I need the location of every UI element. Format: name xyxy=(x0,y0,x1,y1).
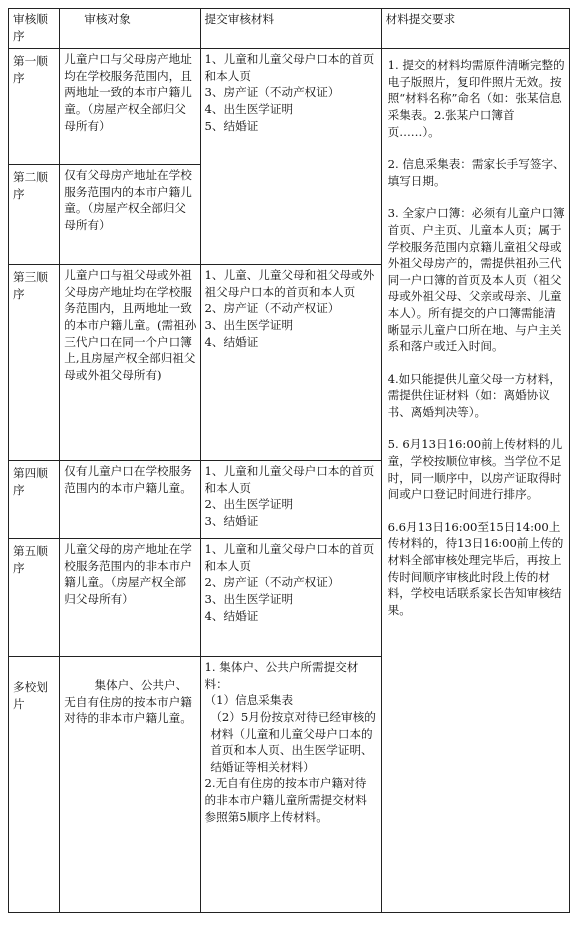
material-item: 2.无自有住房的按本市户籍对待的非本市户籍儿童所需提交材料参照第5顺序上传材料。 xyxy=(204,776,367,824)
material-item: 2、房产证（不动产权证） xyxy=(204,301,340,316)
enrollment-review-document xyxy=(8,8,570,913)
materials-cell xyxy=(200,539,381,657)
target-cell: 仅有父母房产地址在学校服务范围内的本市户籍儿童。（房屋产权全部归父母所有） xyxy=(60,165,200,265)
target-cell: 儿童户口与父母房产地址均在学校服务范围内，且两地址一致的本市户籍儿童。（房屋产权全部归父母所有） xyxy=(60,49,200,165)
review-materials-table xyxy=(8,8,570,913)
header-order: 审核顺序 xyxy=(9,9,60,49)
target-cell: 儿童父母的房产地址在学校服务范围内的非本市户籍儿童。（房屋产权全部归父母所有） xyxy=(60,539,200,657)
order-cell: 第二顺序 xyxy=(9,165,60,265)
material-item: 5、结婚证 xyxy=(204,118,259,133)
requirement-item: 3. 全家户口簿：必须有儿童户口簿首页、户主页、儿童本人页；属于学校服务范围内京籍儿童祖父母或外祖父母房产的，需提供祖孙三代同一户口簿的首页及本人页（祖父母或外祖父母、父亲或母亲、儿童本人）。所有提交的户口簿需能清晰显示儿童户口所在地、与户主关系和落户或迁入时间。 xyxy=(387,206,565,354)
table-header-row xyxy=(9,9,570,49)
material-item: 3、出生医学证明 xyxy=(204,591,294,606)
material-item: 1、儿童和儿童父母户口本的首页和本人页 xyxy=(204,52,375,83)
table-row xyxy=(9,49,570,165)
requirement-item: 5. 6月13日16:00前上传材料的儿童，学校按顺位审核。当学位不足时，同一顺序中，以房产证取得时间或户口登记时间进行排序。 xyxy=(387,437,563,502)
material-item: 4、结婚证 xyxy=(204,334,259,349)
requirements-cell xyxy=(381,49,569,913)
header-target: 审核对象 xyxy=(60,9,200,49)
target-cell: 集体户、公共户、无自有住房的按本市户籍对待的非本市户籍儿童。 xyxy=(60,657,200,913)
material-item: 1、儿童、儿童父母和祖父母或外祖父母户口本的首页和本人页 xyxy=(204,268,375,299)
order-cell: 第五顺序 xyxy=(9,539,60,657)
material-item: 1、儿童和儿童父母户口本的首页和本人页 xyxy=(204,464,375,495)
material-item: 4、结婚证 xyxy=(204,608,259,623)
material-item: （2）5月份按京对待已经审核的材料（儿童和儿童父母户口本的首页和本人页、出生医学证明、结婚证等相关材料） xyxy=(210,709,376,774)
requirement-item: 4.如只能提供儿童父母一方材料，需提供住证材料（如：离婚协议书、离婚判决等）。 xyxy=(387,371,561,419)
header-materials: 提交审核材料 xyxy=(200,9,381,49)
requirement-item: 6.6月13日16:00至15日14:00上传材料的，待13日16:00前上传的材料全部审核处理完毕后，再按上传时间顺序审核此时段上传的材料，学校电话联系家长告知审核结果。 xyxy=(387,519,564,617)
material-item: 3、房产证（不动产权证） xyxy=(204,85,340,100)
material-item: 4、出生医学证明 xyxy=(204,101,294,116)
header-requirements: 材料提交要求 xyxy=(381,9,569,49)
material-item: 3、结婚证 xyxy=(204,513,259,528)
order-cell: 第一顺序 xyxy=(9,49,60,165)
order-cell: 第四顺序 xyxy=(9,461,60,539)
target-cell: 儿童户口与祖父母或外祖父母房产地址均在学校服务范围内，且两地址一致的本市户籍儿童。(需祖孙三代户口在同一个户口簿上,且房屋产权全部归祖父母或外祖父母所有) xyxy=(60,265,200,461)
material-item: 1. 集体户、公共户所需提交材料： xyxy=(204,660,359,691)
order-cell: 多校划片 xyxy=(9,657,60,913)
materials-cell xyxy=(200,265,381,461)
material-item: 3、出生医学证明 xyxy=(204,317,294,332)
materials-cell xyxy=(200,657,381,913)
material-item: （1）信息采集表 xyxy=(204,693,294,708)
materials-cell xyxy=(200,49,381,265)
requirement-item: 2. 信息采集表：需家长手写签字、填写日期。 xyxy=(387,157,565,188)
target-cell: 仅有儿童户口在学校服务范围内的本市户籍儿童。 xyxy=(60,461,200,539)
material-item: 1、儿童和儿童父母户口本的首页和本人页 xyxy=(204,542,375,573)
material-item: 2、房产证（不动产权证） xyxy=(204,575,340,590)
order-cell: 第三顺序 xyxy=(9,265,60,461)
requirement-item: 1. 提交的材料均需原件清晰完整的电子版照片，复印件照片无效。按照“材料名称”命名（如：张某信息采集表。2.张某户口簿首页……）。 xyxy=(387,58,565,139)
materials-cell xyxy=(200,461,381,539)
material-item: 2、出生医学证明 xyxy=(204,497,294,512)
